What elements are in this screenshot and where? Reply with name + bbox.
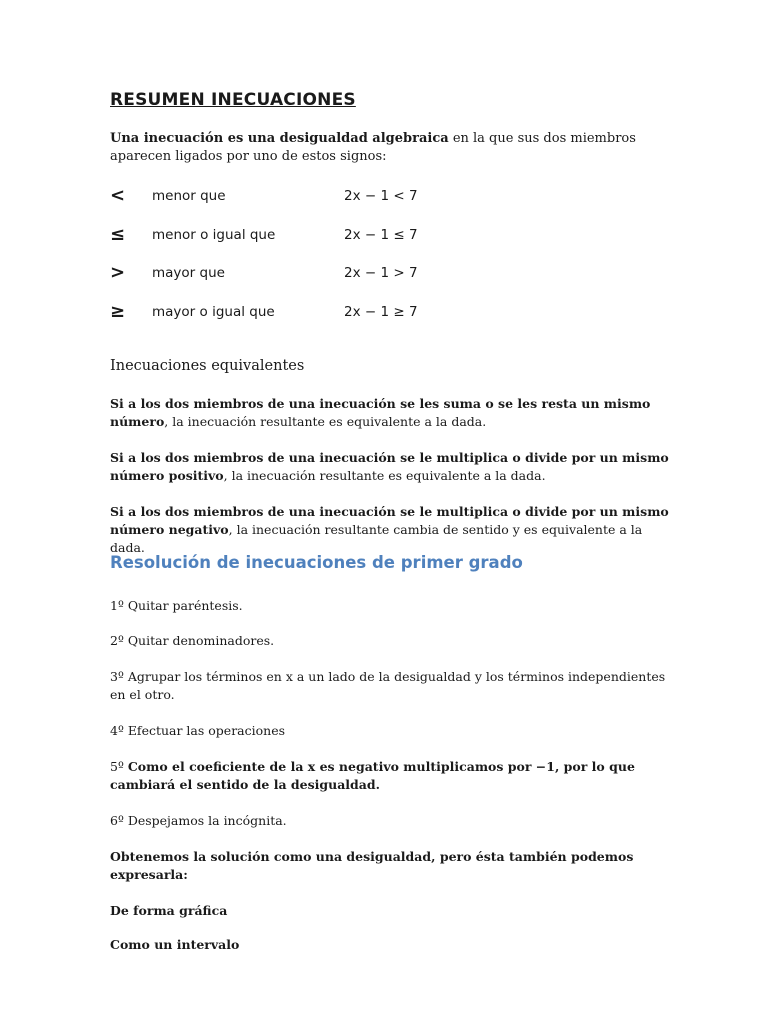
rule-paragraph <box>110 449 680 485</box>
graphic-form-label: De forma gráfica <box>110 903 228 918</box>
step-number: 1º <box>110 598 128 613</box>
rule-bold: Si a los dos miembros de una inecuación se le multiplica o divide por un mismo número positivo <box>110 450 669 483</box>
rule-rest: , la inecuación resultante cambia de sentido y es equivalente a la dada. <box>110 522 643 555</box>
step-item <box>110 758 670 794</box>
section-heading-equivalentes: Inecuaciones equivalentes <box>110 358 305 374</box>
sign-meaning: menor que <box>152 188 226 204</box>
solution-paragraph: Obtenemos la solución como una desigualdad, pero ésta también podemos expresarla: <box>110 849 634 882</box>
rule-rest: , la inecuación resultante es equivalente a la dada. <box>164 414 487 429</box>
sign-row-greater <box>110 262 670 287</box>
step-item <box>110 632 670 650</box>
step-item <box>110 597 670 615</box>
sign-row-less-equal <box>110 224 670 249</box>
less-than-symbol: < <box>110 185 126 206</box>
step-number: 2º <box>110 633 128 648</box>
intro-paragraph <box>110 130 670 166</box>
step-item <box>110 722 670 740</box>
step-item <box>110 812 670 830</box>
greater-than-symbol: > <box>110 262 126 283</box>
document-title: RESUMEN INECUACIONES <box>110 90 356 110</box>
sign-meaning: menor o igual que <box>152 227 276 243</box>
step-number: 3º <box>110 669 128 684</box>
step-text: Quitar paréntesis. <box>127 598 243 613</box>
sign-example: 2x − 1 < 7 <box>344 188 418 204</box>
sign-row-greater-equal <box>110 301 670 326</box>
less-equal-symbol: ≤ <box>110 224 126 245</box>
step-text: Como el coeficiente de la x es negativo multiplicamos por −1, por lo que cambiará el sentido de la desigualdad. <box>110 759 635 792</box>
sign-example: 2x − 1 > 7 <box>344 265 418 281</box>
greater-equal-symbol: ≥ <box>110 301 126 322</box>
sign-example: 2x − 1 ≥ 7 <box>344 304 418 320</box>
step-text: Agrupar los términos en x a un lado de la desigualdad y los términos independientes en el otro. <box>110 669 666 702</box>
step-number: 4º <box>110 723 128 738</box>
rule-rest: , la inecuación resultante es equivalente a la dada. <box>223 468 546 483</box>
intro-rest: en la que sus dos miembros aparecen ligados por uno de estos signos: <box>110 131 636 164</box>
interval-label: Como un intervalo <box>110 937 240 952</box>
step-number: 6º <box>110 813 128 828</box>
step-item <box>110 668 670 704</box>
rule-bold: Si a los dos miembros de una inecuación se les suma o se les resta un mismo número <box>110 396 651 429</box>
sign-meaning: mayor que <box>152 265 225 281</box>
section-heading-resolucion: Resolución de inecuaciones de primer grado <box>110 553 523 572</box>
sign-example: 2x − 1 ≤ 7 <box>344 227 418 243</box>
intro-bold: Una inecuación es una desigualdad algebraica <box>110 131 449 146</box>
rule-paragraph <box>110 503 680 557</box>
step-text: Quitar denominadores. <box>127 633 275 648</box>
rule-bold: Si a los dos miembros de una inecuación se le multiplica o divide por un mismo número negativo <box>110 504 669 537</box>
rule-paragraph <box>110 395 680 431</box>
sign-row-less <box>110 185 670 210</box>
step-number: 5º <box>110 759 128 774</box>
sign-meaning: mayor o igual que <box>152 304 275 320</box>
step-text: Despejamos la incógnita. <box>127 813 287 828</box>
step-text: Efectuar las operaciones <box>127 723 286 738</box>
